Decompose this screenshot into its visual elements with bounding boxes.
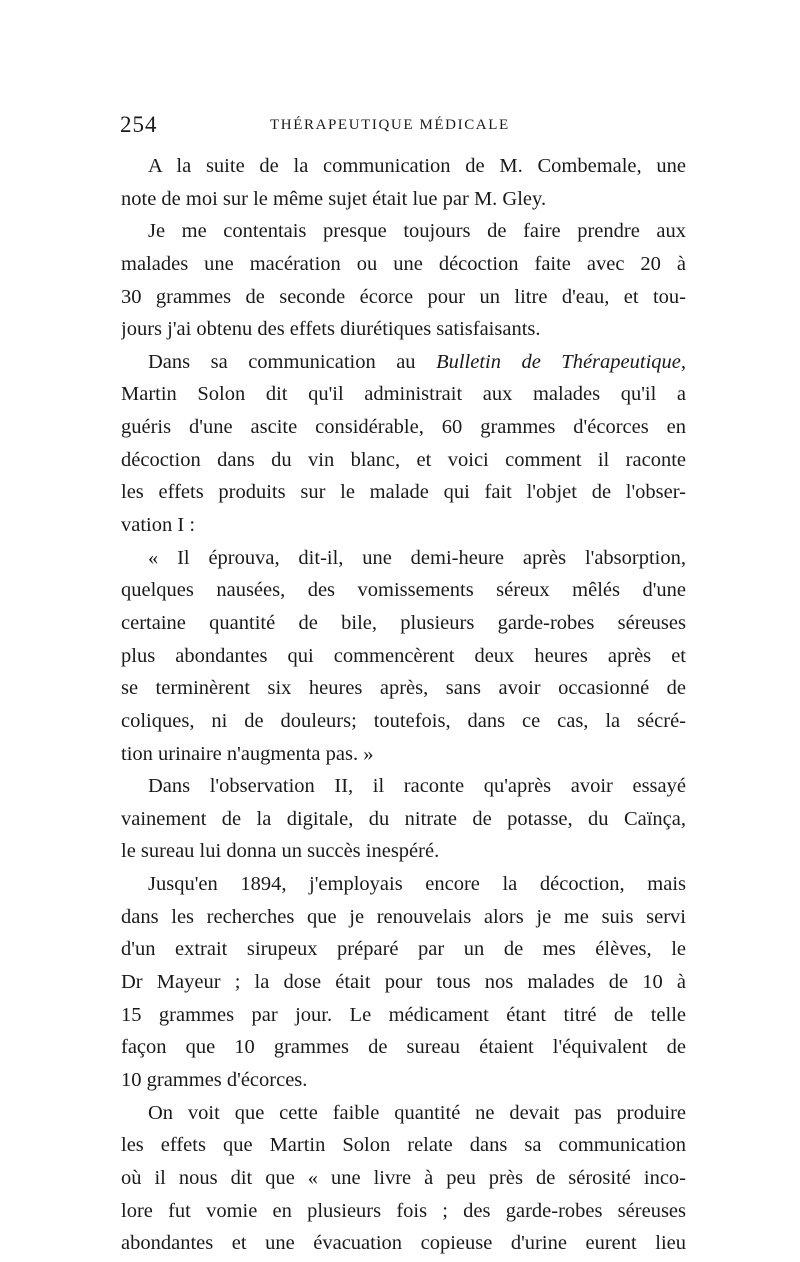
page-number: 254	[120, 112, 158, 137]
paragraph	[121, 770, 686, 868]
text-line: Dans l'observation II, il raconte qu'après avoir essayé	[148, 775, 686, 798]
text-line: où il nous dit que « une livre à peu près de sérosité inco-	[121, 1166, 686, 1189]
text-line: Je me contentais presque toujours de faire prendre aux	[148, 220, 686, 243]
text-line: se terminèrent six heures après, sans avoir occasionné de	[121, 677, 686, 700]
text-line	[121, 346, 686, 379]
page-header	[120, 112, 686, 142]
paragraph	[121, 868, 686, 1096]
text-line: coliques, ni de douleurs; toutefois, dans ce cas, la sécré-	[121, 709, 686, 732]
journal-title: Bulletin de Thérapeutique,	[436, 350, 686, 373]
paragraph	[121, 542, 686, 770]
page-body	[121, 150, 686, 1260]
paragraph	[121, 346, 686, 542]
text-line: guéris d'une ascite considérable, 60 grammes d'écorces en	[121, 416, 686, 439]
text-line: Martin Solon dit qu'il administrait aux malades qu'il a	[121, 383, 686, 406]
text-line: malades une macération ou une décoction faite avec 20 à	[121, 252, 686, 275]
text-line: abondantes et une évacuation copieuse d'urine eurent lieu	[121, 1232, 686, 1255]
text-line: Dr Mayeur ; la dose était pour tous nos malades de 10 à	[121, 971, 686, 994]
text-line: 10 grammes d'écorces.	[121, 1068, 308, 1091]
paragraph	[121, 150, 686, 215]
text-line: jours j'ai obtenu des effets diurétiques satisfaisants.	[121, 318, 541, 341]
text-line: d'un extrait sirupeux préparé par un de mes élèves, le	[121, 938, 686, 961]
text-line: décoction dans du vin blanc, et voici comment il raconte	[121, 448, 686, 471]
text-line: quelques nausées, des vomissements séreux mêlés d'une	[121, 579, 686, 602]
text-line: plus abondantes qui commencèrent deux heures après et	[121, 644, 686, 667]
text-run: Dans sa communication au	[148, 350, 437, 373]
text-line: les effets que Martin Solon relate dans sa communication	[121, 1134, 686, 1157]
text-line: vainement de la digitale, du nitrate de potasse, du Caïnça,	[121, 807, 686, 830]
text-line: On voit que cette faible quantité ne devait pas produire	[148, 1101, 686, 1124]
text-line: les effets produits sur le malade qui fait l'objet de l'obser-	[121, 481, 686, 504]
text-line: le sureau lui donna un succès inespéré.	[121, 840, 440, 863]
text-line: dans les recherches que je renouvelais alors je me suis servi	[121, 905, 686, 928]
text-line: lore fut vomie en plusieurs fois ; des garde-robes séreuses	[121, 1199, 686, 1222]
paragraph	[121, 1097, 686, 1260]
running-title: THÉRAPEUTIQUE MÉDICALE	[270, 117, 510, 133]
text-line: Jusqu'en 1894, j'employais encore la décoction, mais	[148, 873, 686, 896]
text-line: vation I :	[121, 514, 196, 537]
paragraph	[121, 215, 686, 346]
text-line: note de moi sur le même sujet était lue par M. Gley.	[121, 187, 547, 210]
text-line: « Il éprouva, dit-il, une demi-heure après l'absorption,	[148, 546, 686, 569]
text-line: 30 grammes de seconde écorce pour un litre d'eau, et tou-	[121, 285, 686, 308]
text-line: A la suite de la communication de M. Combemale, une	[148, 155, 686, 177]
text-line: certaine quantité de bile, plusieurs garde-robes séreuses	[121, 611, 686, 634]
text-line: tion urinaire n'augmenta pas. »	[121, 742, 374, 765]
text-line: 15 grammes par jour. Le médicament étant titré de telle	[121, 1003, 686, 1026]
text-line: façon que 10 grammes de sureau étaient l'équivalent de	[121, 1036, 686, 1059]
